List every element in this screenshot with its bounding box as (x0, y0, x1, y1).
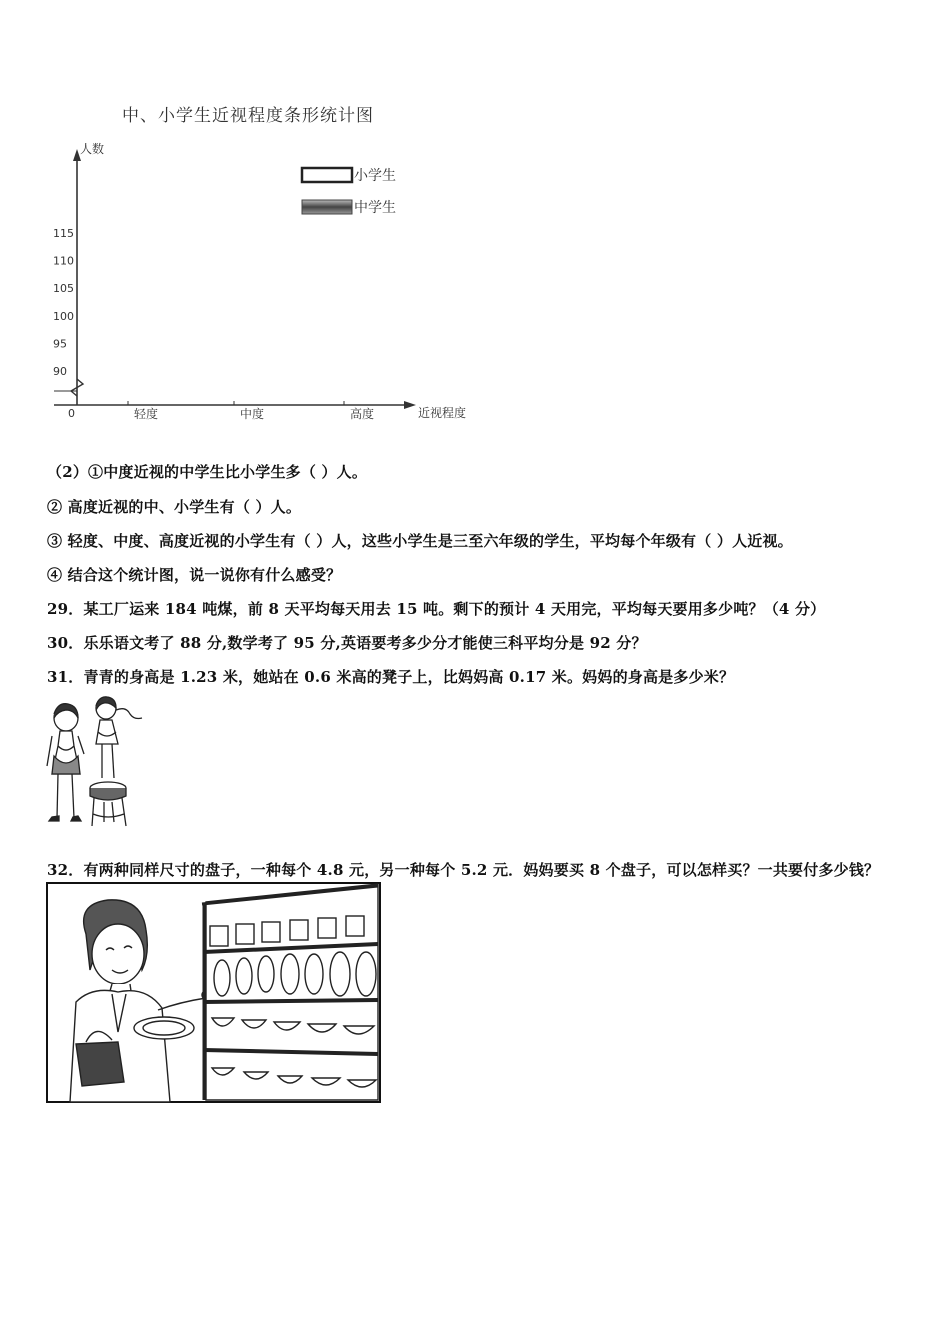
chart-title: 中、小学生近视程度条形统计图 (122, 106, 374, 126)
y-tick-label: 100 (53, 309, 74, 323)
legend-swatch-middle (302, 200, 352, 214)
question-30: 30．乐乐语文考了 88 分,数学考了 95 分,英语要考多少分才能使三科平均分是 92 分？ (47, 634, 647, 652)
question-29: 29．某工厂运来 184 吨煤，前 8 天平均每天用去 15 吨。剩下的预计 4 天用完，平均每天要用多少吨？（4 分） (47, 600, 826, 618)
mother-daughter-illustration (44, 696, 149, 832)
question-31: 31．青青的身高是 1.23 米，她站在 0.6 米高的凳子上，比妈妈高 0.17 米。妈妈的身高是多少米？ (47, 668, 735, 686)
question-28-2-2: ② 高度近视的中、小学生有（ ）人。 (47, 498, 302, 516)
plate-shop-illustration (46, 882, 382, 1104)
question-28-2-1: （2）①中度近视的中学生比小学生多（ ）人。 (47, 463, 368, 481)
question-28-2-4: ④ 结合这个统计图，说一说你有什么感受？ (47, 566, 342, 584)
legend-label-primary: 小学生 (354, 168, 396, 184)
legend-label-middle: 中学生 (354, 200, 396, 216)
y-tick-label: 110 (53, 254, 74, 268)
x-category-label: 高度 (349, 407, 375, 421)
x-axis-label: 近视程度 (418, 406, 467, 420)
x-axis-arrow (404, 401, 416, 409)
x-category-label: 轻度 (133, 407, 159, 421)
legend-swatch-primary (302, 168, 352, 182)
y-tick-label: 90 (53, 365, 67, 378)
bar-chart (40, 135, 480, 430)
y-tick-labels (53, 227, 74, 378)
question-32: 32．有两种同样尺寸的盘子，一种每个 4.8 元，另一种每个 5.2 元．妈妈要买 8 个盘子，可以怎样买？一共要付多少钱？ (47, 861, 880, 879)
y-axis-label: 人数 (80, 142, 105, 156)
y-tick-label: 115 (53, 227, 74, 240)
y-tick-label: 105 (53, 282, 74, 296)
question-28-2-3: ③ 轻度、中度、高度近视的小学生有（ ）人，这些小学生是三至六年级的学生，平均每个年级有（ ）人近视。 (47, 532, 793, 550)
x-category-labels (128, 401, 374, 421)
x-category-label: 中度 (239, 407, 265, 421)
y-tick-label: 95 (53, 337, 67, 351)
origin-label: 0 (68, 407, 75, 420)
